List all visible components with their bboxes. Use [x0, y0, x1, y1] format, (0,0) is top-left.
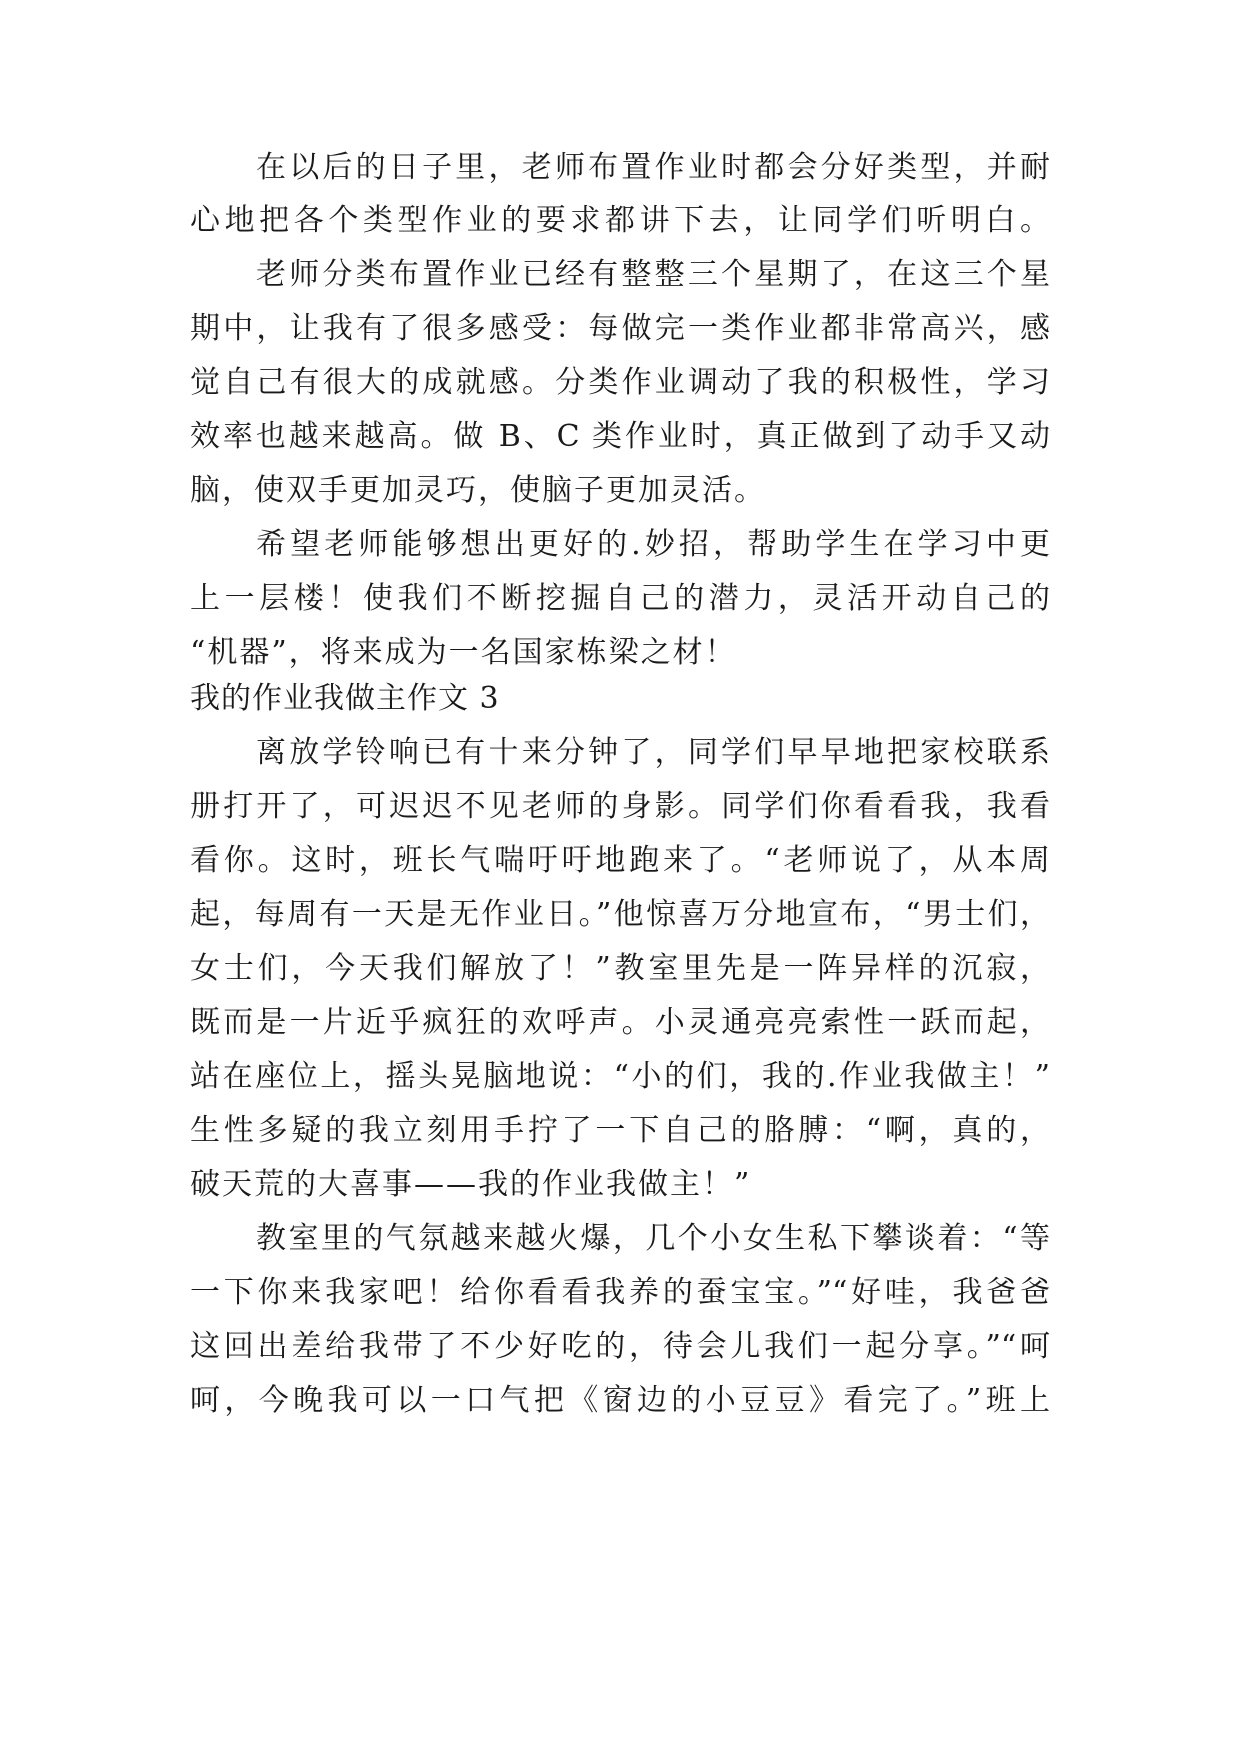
- text-line: 希望老师能够想出更好的.妙招，帮助学生在学习中更: [256, 527, 1050, 562]
- text-line: “机器”，将来成为一名国家栋梁之材！: [190, 635, 737, 670]
- text-line: 既而是一片近乎疯狂的欢呼声。小灵通亮亮索性一跃而起，: [190, 1005, 1050, 1040]
- text-line: 上一层楼！使我们不断挖掘自己的潜力，灵活开动自己的: [190, 581, 1050, 616]
- text-line: 在以后的日子里，老师布置作业时都会分好类型，并耐: [256, 150, 1050, 185]
- text-line: 看你。这时，班长气喘吁吁地跑来了。“老师说了，从本周: [190, 843, 1050, 878]
- text-line: 教室里的气氛越来越火爆，几个小女生私下攀谈着：“等: [256, 1221, 1050, 1256]
- text-line: 女士们，今天我们解放了！”教室里先是一阵异样的沉寂，: [190, 951, 1050, 986]
- text-line: 脑，使双手更加灵巧，使脑子更加灵活。: [190, 473, 766, 508]
- text-line: 生性多疑的我立刻用手拧了一下自己的胳膊：“啊，真的，: [190, 1113, 1050, 1148]
- text-line: 效率也越来越高。做 B、C 类作业时，真正做到了动手又动: [190, 419, 1050, 454]
- text-line: 期中，让我有了很多感受：每做完一类作业都非常高兴，感: [190, 311, 1050, 346]
- text-line: 觉自己有很大的成就感。分类作业调动了我的积极性，学习: [190, 365, 1050, 400]
- text-line: 这回出差给我带了不少好吃的，待会儿我们一起分享。”“呵: [190, 1329, 1050, 1364]
- text-line: 破天荒的大喜事——我的作业我做主！”: [190, 1167, 752, 1202]
- text-line: 老师分类布置作业已经有整整三个星期了，在这三个星: [256, 257, 1050, 292]
- section-heading: 我的作业我做主作文 3: [190, 681, 500, 716]
- text-line: 一下你来我家吧！给你看看我养的蚕宝宝。”“好哇，我爸爸: [190, 1275, 1050, 1310]
- text-line: 站在座位上，摇头晃脑地说：“小的们，我的.作业我做主！”: [190, 1059, 1050, 1094]
- text-line: 心地把各个类型作业的要求都讲下去，让同学们听明白。: [190, 203, 1050, 238]
- text-line: 呵，今晚我可以一口气把《窗边的小豆豆》看完了。”班上: [190, 1383, 1050, 1418]
- text-line: 离放学铃响已有十来分钟了，同学们早早地把家校联系: [256, 735, 1050, 770]
- text-line: 册打开了，可迟迟不见老师的身影。同学们你看看我，我看: [190, 789, 1050, 824]
- text-line: 起，每周有一天是无作业日。”他惊喜万分地宣布，“男士们，: [190, 897, 1050, 932]
